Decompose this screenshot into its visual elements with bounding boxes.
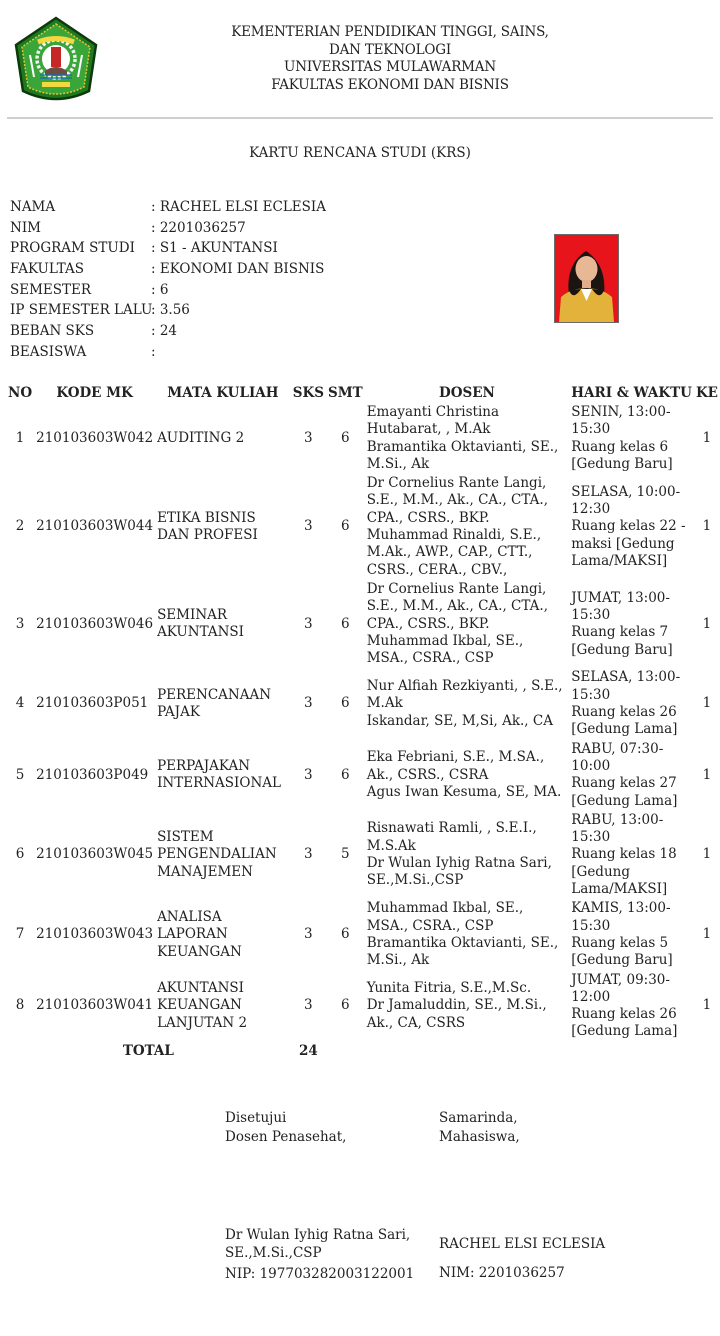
info-label: BEASISWA — [10, 343, 87, 360]
student-role-label: Mahasiswa, — [439, 1129, 520, 1145]
info-label: SEMESTER — [10, 281, 92, 298]
schedule-room: Ruang kelas 7 [Gedung Baru] — [571, 624, 673, 658]
cell-dosen — [365, 971, 570, 1042]
schedule-time: KAMIS, 13:00-15:30 — [571, 900, 671, 934]
info-value: : 2201036257 — [151, 219, 246, 236]
cell-dosen — [365, 899, 570, 970]
cell-hari-waktu — [569, 580, 694, 668]
cell-ke: 1 — [702, 615, 712, 632]
cell-no: 6 — [15, 846, 25, 863]
info-label: BEBAN SKS — [10, 323, 95, 340]
info-value: : — [151, 343, 156, 360]
lecturer-name: Agus Iwan Kesuma, SE, MA. — [366, 783, 562, 800]
column-header-ke: KE — [695, 385, 718, 401]
schedule-time: RABU, 13:00-15:30 — [571, 811, 664, 846]
cell-smt: 6 — [341, 615, 350, 632]
schedule-room: Ruang kelas 5 [Gedung Baru] — [571, 934, 673, 969]
cell-ke: 1 — [702, 997, 712, 1014]
cell-sks: 3 — [304, 429, 313, 446]
lecturer-name: Nur Alfiah Rezkiyanti, , S.E., M.Ak — [366, 678, 563, 712]
advisor-name: Dr Wulan Iyhig Ratna Sari, SE.,M.Si.,CSP — [225, 1227, 411, 1261]
schedule-room: Ruang kelas 18 [Gedung Lama/MAKSI] — [571, 846, 677, 898]
lecturer-name: Muhammad Ikbal, SE., MSA., CSRA., CSP — [366, 900, 524, 934]
lecturer-name: Eka Febriani, S.E., M.SA., Ak., CSRS., CSRA — [366, 749, 545, 783]
cell-no: 7 — [15, 926, 25, 943]
cell-mata-kuliah: PERENCANAAN PAJAK — [157, 686, 272, 721]
institution-header — [160, 24, 620, 94]
cell-kode-mk: 210103603W045 — [36, 846, 154, 863]
lecturer-name: Yunita Fitria, S.E.,M.Sc. — [366, 980, 532, 997]
cell-hari-waktu — [569, 899, 694, 970]
total-label: TOTAL — [122, 1042, 174, 1059]
cell-smt: 6 — [341, 766, 350, 783]
table-row — [6, 580, 720, 668]
info-row-ip-semester-lalu — [10, 300, 326, 321]
table-row — [6, 403, 720, 474]
cell-mata-kuliah: ANALISA LAPORAN KEUANGAN — [157, 908, 242, 960]
advisor-approval-heading — [225, 1109, 346, 1147]
document-title: KARTU RENCANA STUDI (KRS) — [249, 145, 471, 161]
cell-smt: 6 — [341, 429, 350, 446]
info-label: PROGRAM STUDI — [10, 240, 135, 257]
cell-kode-mk: 210103603W046 — [36, 615, 154, 632]
info-value: : 24 — [151, 323, 178, 340]
place-label: Samarinda, — [439, 1110, 518, 1126]
cell-kode-mk: 210103603W044 — [36, 518, 154, 535]
table-row — [6, 740, 720, 811]
lecturer-name: Dr Wulan Iyhig Ratna Sari, SE.,M.Si.,CSP — [366, 855, 552, 889]
cell-no: 1 — [15, 429, 25, 446]
schedule-time: SENIN, 13:00-15:30 — [571, 404, 671, 438]
cell-smt: 6 — [341, 695, 350, 712]
cell-sks: 3 — [304, 926, 313, 943]
cell-smt: 6 — [341, 997, 350, 1014]
info-label: FAKULTAS — [10, 261, 85, 278]
cell-sks: 3 — [304, 615, 313, 632]
cell-kode-mk: 210103603W041 — [36, 997, 154, 1014]
info-label: NIM — [10, 219, 41, 236]
cell-ke: 1 — [702, 695, 712, 712]
cell-smt: 5 — [341, 846, 350, 863]
table-row — [6, 971, 720, 1042]
cell-no: 3 — [15, 615, 25, 632]
cell-hari-waktu — [569, 668, 694, 739]
advisor-role-label: Dosen Penasehat, — [225, 1129, 347, 1145]
table-row — [6, 668, 720, 739]
table-row — [6, 811, 720, 899]
schedule-time: RABU, 07:30-10:00 — [571, 740, 664, 774]
cell-hari-waktu — [569, 811, 694, 899]
cell-ke: 1 — [702, 846, 712, 863]
cell-no: 5 — [15, 766, 25, 783]
cell-kode-mk: 210103603P049 — [36, 766, 149, 783]
header-line-university: UNIVERSITAS MULAWARMAN — [284, 59, 496, 75]
cell-mata-kuliah: AUDITING 2 — [157, 429, 245, 446]
student-signature-block — [439, 1235, 605, 1283]
cell-smt: 6 — [341, 926, 350, 943]
cell-sks: 3 — [304, 846, 313, 863]
cell-hari-waktu — [569, 474, 694, 580]
schedule-room: Ruang kelas 6 [Gedung Baru] — [571, 438, 673, 472]
advisor-signature-block — [225, 1226, 430, 1283]
schedule-time: SELASA, 13:00-15:30 — [571, 669, 681, 703]
cell-sks: 3 — [304, 518, 313, 535]
cell-dosen — [365, 668, 570, 739]
table-row — [6, 474, 720, 580]
cell-smt: 6 — [341, 518, 350, 535]
info-row-semester — [10, 280, 326, 301]
column-header-sks: SKS — [292, 385, 324, 401]
cell-dosen — [365, 740, 570, 811]
cell-ke: 1 — [702, 926, 712, 943]
total-row — [6, 1042, 720, 1061]
info-value: : RACHEL ELSI ECLESIA — [151, 199, 326, 215]
info-label: NAMA — [10, 199, 56, 215]
schedule-time: JUMAT, 09:30-12:00 — [571, 971, 670, 1005]
lecturer-name: Dr Cornelius Rante Langi, S.E., M.M., Ak., CA., CTA., CPA., CSRS., BKP. — [366, 475, 548, 526]
lecturer-name: Risnawati Ramli, , S.E.I., M.S.Ak — [366, 820, 537, 854]
lecturer-name: Muhammad Ikbal, SE., MSA., CSRA., CSP — [366, 632, 524, 667]
column-header-dosen: DOSEN — [439, 385, 495, 401]
schedule-room: Ruang kelas 26 [Gedung Lama] — [571, 704, 678, 738]
student-name: RACHEL ELSI ECLESIA — [439, 1236, 606, 1252]
cell-no: 2 — [15, 518, 25, 535]
schedule-time: SELASA, 10:00-12:30 — [571, 483, 681, 518]
info-row-program-studi — [10, 238, 326, 259]
cell-hari-waktu — [569, 971, 694, 1042]
info-row-beban-sks — [10, 321, 326, 342]
info-value: : 3.56 — [151, 302, 190, 319]
cell-dosen — [365, 580, 570, 668]
cell-dosen — [365, 474, 570, 580]
column-header-no: NO — [8, 385, 33, 401]
advisor-nip: NIP: 197703282003122001 — [225, 1266, 415, 1282]
cell-ke: 1 — [702, 766, 712, 783]
cell-sks: 3 — [304, 695, 313, 712]
cell-kode-mk: 210103603W043 — [36, 926, 154, 943]
lecturer-name: Iskandar, SE, M,Si, Ak., CA — [366, 712, 553, 729]
student-photo — [554, 234, 619, 323]
cell-ke: 1 — [702, 518, 712, 535]
cell-mata-kuliah: AKUNTANSI KEUANGAN LANJUTAN 2 — [157, 980, 248, 1031]
info-row-beasiswa — [10, 342, 326, 363]
cell-mata-kuliah: PERPAJAKAN INTERNASIONAL — [157, 757, 281, 792]
cell-ke: 1 — [702, 429, 712, 446]
header-divider — [7, 117, 713, 119]
student-info — [10, 197, 326, 363]
cell-hari-waktu — [569, 740, 694, 811]
course-table — [6, 383, 720, 1061]
lecturer-name: Muhammad Rinaldi, S.E., M.Ak., AWP., CAP., CTT., CSRS., CERA., CBV., — [366, 527, 542, 578]
approval-label: Disetujui — [225, 1110, 287, 1126]
university-crest-icon — [12, 15, 100, 103]
cell-no: 4 — [15, 695, 25, 712]
schedule-time: JUMAT, 13:00-15:30 — [571, 589, 670, 623]
total-sks: 24 — [298, 1042, 318, 1059]
column-header-kode-mk: KODE MK — [56, 385, 133, 401]
column-header-smt: SMT — [327, 385, 363, 401]
lecturer-name: Bramantika Oktavianti, SE., M.Si., Ak — [366, 934, 559, 969]
lecturer-name: Emayanti Christina Hutabarat, , M.Ak — [366, 404, 500, 438]
schedule-room: Ruang kelas 22 - maksi [Gedung Lama/MAKSI] — [571, 518, 686, 570]
cell-sks: 3 — [304, 766, 313, 783]
cell-kode-mk: 210103603P051 — [36, 695, 149, 712]
cell-sks: 3 — [304, 997, 313, 1014]
student-nim: NIM: 2201036257 — [439, 1265, 565, 1281]
cell-dosen — [365, 403, 570, 474]
cell-mata-kuliah: ETIKA BISNIS DAN PROFESI — [157, 509, 258, 544]
info-value: : EKONOMI DAN BISNIS — [151, 261, 325, 278]
lecturer-name: Dr Cornelius Rante Langi, S.E., M.M., Ak., CA., CTA., CPA., CSRS., BKP. — [366, 580, 548, 632]
cell-hari-waktu — [569, 403, 694, 474]
info-row-fakultas — [10, 259, 326, 280]
lecturer-name: Bramantika Oktavianti, SE., M.Si., Ak — [366, 438, 559, 472]
header-line-ministry-1: KEMENTERIAN PENDIDIKAN TINGGI, SAINS, — [231, 24, 549, 40]
table-header-row — [6, 383, 720, 403]
student-signature-heading — [439, 1109, 520, 1147]
info-value: : 6 — [151, 281, 169, 298]
info-row-nim — [10, 218, 326, 239]
cell-mata-kuliah: SEMINAR AKUNTANSI — [157, 606, 245, 641]
cell-mata-kuliah: SISTEM PENGENDALIAN MANAJEMEN — [157, 829, 277, 880]
info-value: : S1 - AKUNTANSI — [151, 240, 278, 257]
lecturer-name: Dr Jamaluddin, SE., M.Si., Ak., CA, CSRS — [366, 997, 547, 1031]
header-line-faculty: FAKULTAS EKONOMI DAN BISNIS — [271, 76, 509, 93]
total-spacer — [326, 1042, 720, 1061]
header-line-ministry-2: DAN TEKNOLOGI — [328, 41, 452, 58]
column-header-mata-kuliah: MATA KULIAH — [167, 385, 279, 401]
cell-dosen — [365, 811, 570, 899]
cell-no: 8 — [15, 997, 25, 1014]
column-header-hari-waktu: HARI & WAKTU — [571, 385, 692, 401]
table-row — [6, 899, 720, 970]
info-label: IP SEMESTER LALU — [10, 302, 153, 319]
schedule-room: Ruang kelas 27 [Gedung Lama] — [571, 775, 678, 809]
info-row-nama — [10, 197, 326, 218]
cell-kode-mk: 210103603W042 — [36, 429, 154, 446]
schedule-room: Ruang kelas 26 [Gedung Lama] — [571, 1006, 678, 1040]
